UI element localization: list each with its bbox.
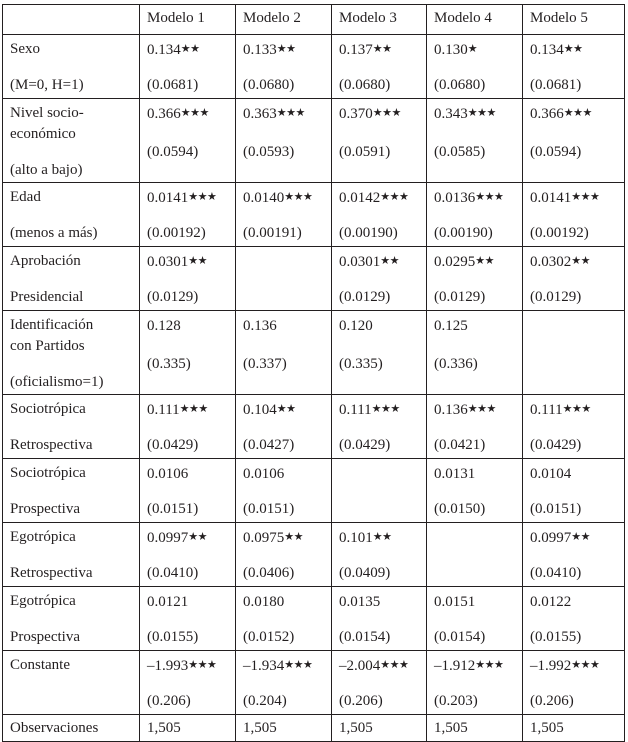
significance-stars-icon: ★★★ [179, 403, 208, 415]
coefficient-value: 1,505 [434, 720, 468, 736]
cell-modelo-3 [332, 523, 427, 587]
cell-modelo-2 [236, 183, 332, 247]
cell-modelo-5 [523, 183, 625, 247]
coefficient-value: 0.137 [339, 42, 373, 58]
cell-modelo-3 [332, 395, 427, 459]
cell-modelo-1 [140, 311, 236, 395]
standard-error: (0.0429) [339, 437, 391, 453]
row-label-line: (menos a más) [10, 225, 98, 241]
standard-error: (0.335) [339, 356, 383, 372]
row-sociotropica-prospectiva [3, 459, 625, 523]
cell-modelo-2 [236, 587, 332, 651]
significance-stars-icon: ★★ [188, 255, 207, 267]
coefficient [434, 719, 468, 737]
standard-error: (0.0429) [147, 437, 199, 453]
header-modelo-5: Modelo 5 [523, 5, 625, 35]
cell-modelo-3 [332, 311, 427, 395]
cell-modelo-2 [236, 311, 332, 395]
cell-modelo-1 [140, 395, 236, 459]
row-label-line: Retrospectiva [10, 437, 93, 453]
cell-modelo-5 [523, 35, 625, 99]
cell-modelo-5 [523, 523, 625, 587]
significance-stars-icon: ★★★ [475, 191, 504, 203]
row-label-line: Egotrópica [10, 529, 76, 545]
standard-error: (0.0594) [530, 144, 582, 160]
row-label-cell [3, 183, 140, 247]
row-label-line: Constante [10, 657, 70, 673]
standard-error: (0.0129) [147, 289, 199, 305]
row-edad [3, 183, 625, 247]
standard-error: (0.0591) [339, 144, 391, 160]
significance-stars-icon: ★★ [563, 43, 583, 55]
row-label-line: Observaciones [10, 720, 99, 736]
coefficient [434, 252, 494, 271]
coefficient [243, 188, 312, 207]
significance-stars-icon: ★★ [380, 255, 399, 267]
cell-modelo-4 [427, 587, 523, 651]
coefficient-value: 0.0140 [243, 190, 285, 206]
coefficient [147, 592, 188, 611]
coefficient-value: 0.101 [339, 530, 373, 546]
coefficient [434, 464, 475, 483]
standard-error: (0.0409) [339, 565, 391, 581]
standard-error: (0.0681) [147, 77, 199, 93]
significance-stars-icon: ★★★ [563, 107, 592, 119]
standard-error: (0.0429) [530, 437, 582, 453]
row-sociotropica-retrospectiva [3, 395, 625, 459]
coefficient [243, 656, 312, 675]
header-row [3, 5, 625, 35]
coefficient [147, 252, 207, 271]
coefficient-value: 0.0301 [339, 254, 381, 270]
standard-error: (0.206) [530, 693, 574, 709]
row-label-line: Prospectiva [10, 501, 80, 517]
coefficient-value: 0.133 [243, 42, 277, 58]
coefficient-value: –1.992 [530, 658, 572, 674]
coefficient [339, 400, 400, 419]
standard-error: (0.337) [243, 356, 287, 372]
row-sexo [3, 35, 625, 99]
standard-error: (0.0427) [243, 437, 295, 453]
standard-error: (0.0152) [243, 629, 295, 645]
cell-modelo-3 [332, 99, 427, 183]
coefficient [434, 656, 503, 675]
row-label-line: Identificación [10, 317, 94, 333]
standard-error: (0.204) [243, 693, 287, 709]
row-label-line: Prospectiva [10, 629, 80, 645]
cell-modelo-2 [236, 523, 332, 587]
coefficient [434, 104, 496, 123]
standard-error: (0.203) [434, 693, 478, 709]
cell-modelo-2 [236, 459, 332, 523]
header-modelo-1: Modelo 1 [140, 5, 236, 35]
standard-error: (0.335) [147, 356, 191, 372]
coefficient [530, 719, 564, 737]
cell-modelo-4 [427, 651, 523, 715]
significance-stars-icon: ★★★ [180, 107, 209, 119]
standard-error: (0.0594) [147, 144, 199, 160]
standard-error: (0.0129) [434, 289, 486, 305]
coefficient-value: 0.111 [147, 402, 180, 418]
cell-modelo-4 [427, 183, 523, 247]
cell-modelo-1 [140, 99, 236, 183]
standard-error: (0.0585) [434, 144, 486, 160]
standard-error: (0.00191) [243, 225, 302, 241]
cell-modelo-1 [140, 459, 236, 523]
coefficient [339, 656, 408, 675]
standard-error: (0.0155) [147, 629, 199, 645]
standard-error: (0.00190) [434, 225, 493, 241]
coefficient [147, 528, 207, 547]
row-label-line: (alto a bajo) [10, 162, 83, 178]
coefficient [243, 719, 277, 737]
row-egotropica-prospectiva [3, 587, 625, 651]
coefficient-value: 0.0997 [530, 530, 572, 546]
significance-stars-icon: ★★ [571, 531, 590, 543]
coefficient-value: –2.004 [339, 658, 381, 674]
coefficient [243, 592, 284, 611]
cell-modelo-5 [523, 651, 625, 715]
row-aprobacion-presidencial [3, 247, 625, 311]
significance-stars-icon: ★★★ [188, 191, 217, 203]
coefficient-value: 0.111 [339, 402, 372, 418]
coefficient [147, 719, 181, 737]
cell-modelo-4 [427, 35, 523, 99]
row-nivel-socioeconomico [3, 99, 625, 183]
row-label-line: Aprobación [10, 253, 81, 269]
standard-error: (0.0150) [434, 501, 486, 517]
cell-modelo-2 [236, 395, 332, 459]
cell-modelo-5 [523, 587, 625, 651]
significance-stars-icon: ★★ [284, 531, 303, 543]
coefficient [339, 719, 373, 737]
cell-modelo-2 [236, 99, 332, 183]
cell-modelo-2 [236, 715, 332, 742]
coefficient-value: 0.0122 [530, 594, 572, 610]
cell-modelo-1 [140, 35, 236, 99]
coefficient [434, 592, 475, 611]
coefficient [530, 656, 599, 675]
coefficient [530, 400, 591, 419]
coefficient [147, 316, 181, 335]
standard-error: (0.0154) [339, 629, 391, 645]
standard-error: (0.0410) [530, 565, 582, 581]
coefficient [243, 464, 284, 483]
coefficient-value: 0.363 [243, 106, 277, 122]
row-label-cell [3, 715, 140, 742]
cell-modelo-5 [523, 99, 625, 183]
cell-modelo-5 [523, 459, 625, 523]
cell-modelo-3 [332, 715, 427, 742]
significance-stars-icon: ★★ [571, 255, 590, 267]
cell-modelo-4 [427, 715, 523, 742]
coefficient-value: 0.0131 [434, 466, 476, 482]
coefficient [434, 316, 468, 335]
coefficient-value: –1.934 [243, 658, 285, 674]
row-label-cell [3, 459, 140, 523]
standard-error: (0.0129) [530, 289, 582, 305]
coefficient [243, 104, 305, 123]
coefficient-value: 0.0151 [434, 594, 476, 610]
coefficient-value: 0.111 [530, 402, 563, 418]
significance-stars-icon: ★★★ [475, 659, 504, 671]
coefficient-value: 0.125 [434, 318, 468, 334]
row-label-cell [3, 395, 140, 459]
coefficient [530, 528, 590, 547]
coefficient [243, 40, 295, 59]
coefficient [530, 592, 571, 611]
standard-error: (0.206) [339, 693, 383, 709]
coefficient-value: 0.128 [147, 318, 181, 334]
coefficient [339, 188, 408, 207]
coefficient [243, 400, 295, 419]
cell-modelo-1 [140, 183, 236, 247]
standard-error: (0.00190) [339, 225, 398, 241]
standard-error: (0.0151) [530, 501, 582, 517]
header-modelo-3: Modelo 3 [332, 5, 427, 35]
coefficient [147, 40, 199, 59]
row-label-line: Presidencial [10, 289, 84, 305]
significance-stars-icon: ★★★ [284, 191, 313, 203]
header-modelo-4: Modelo 4 [427, 5, 523, 35]
cell-modelo-4 [427, 99, 523, 183]
significance-stars-icon: ★★★ [372, 107, 401, 119]
coefficient-value: 0.104 [243, 402, 277, 418]
standard-error: (0.0421) [434, 437, 486, 453]
coefficient [530, 252, 590, 271]
cell-modelo-4 [427, 459, 523, 523]
significance-stars-icon: ★★ [276, 43, 296, 55]
cell-modelo-5 [523, 395, 625, 459]
cell-modelo-1 [140, 247, 236, 311]
coefficient-value: 1,505 [243, 720, 277, 736]
coefficient-value: 0.366 [147, 106, 181, 122]
standard-error: (0.0680) [339, 77, 391, 93]
significance-stars-icon: ★★★ [276, 107, 305, 119]
cell-modelo-1 [140, 523, 236, 587]
coefficient-value: 0.0135 [339, 594, 381, 610]
row-egotropica-retrospectiva [3, 523, 625, 587]
standard-error: (0.0410) [147, 565, 199, 581]
standard-error: (0.0593) [243, 144, 295, 160]
significance-stars-icon: ★★★ [571, 659, 600, 671]
standard-error: (0.00192) [530, 225, 589, 241]
significance-stars-icon: ★ [467, 43, 478, 55]
cell-modelo-3 [332, 247, 427, 311]
standard-error: (0.0151) [243, 501, 295, 517]
coefficient [243, 528, 303, 547]
row-label-cell [3, 587, 140, 651]
row-constante [3, 651, 625, 715]
significance-stars-icon: ★★ [475, 255, 494, 267]
coefficient-value: 0.136 [243, 318, 277, 334]
coefficient-value: 0.0136 [434, 190, 476, 206]
standard-error: (0.206) [147, 693, 191, 709]
standard-error: (0.0154) [434, 629, 486, 645]
significance-stars-icon: ★★ [188, 531, 207, 543]
significance-stars-icon: ★★★ [284, 659, 313, 671]
cell-modelo-4 [427, 247, 523, 311]
significance-stars-icon: ★★ [276, 403, 296, 415]
coefficient [339, 252, 399, 271]
row-label-line: (oficialismo=1) [10, 374, 104, 390]
coefficient-value: 0.0141 [147, 190, 189, 206]
cell-modelo-2 [236, 651, 332, 715]
standard-error: (0.0680) [434, 77, 486, 93]
coefficient-value: 0.0997 [147, 530, 189, 546]
coefficient [434, 40, 477, 59]
row-identificacion-partidos [3, 311, 625, 395]
standard-error: (0.0151) [147, 501, 199, 517]
coefficient-value: 0.343 [434, 106, 468, 122]
cell-modelo-3 [332, 35, 427, 99]
coefficient-value: 0.130 [434, 42, 468, 58]
coefficient-value: 0.366 [530, 106, 564, 122]
coefficient [147, 104, 209, 123]
cell-modelo-4 [427, 311, 523, 395]
coefficient [339, 316, 373, 335]
coefficient-value: 1,505 [147, 720, 181, 736]
header-blank [3, 5, 140, 35]
coefficient-value: 0.0975 [243, 530, 285, 546]
cell-modelo-3 [332, 651, 427, 715]
significance-stars-icon: ★★★ [562, 403, 591, 415]
coefficient [339, 592, 380, 611]
significance-stars-icon: ★★★ [188, 659, 217, 671]
significance-stars-icon: ★★ [372, 43, 392, 55]
row-label-line: Retrospectiva [10, 565, 93, 581]
standard-error: (0.0406) [243, 565, 295, 581]
cell-modelo-2 [236, 247, 332, 311]
row-label-cell [3, 99, 140, 183]
standard-error: (0.00192) [147, 225, 206, 241]
coefficient-value: 1,505 [530, 720, 564, 736]
coefficient [530, 188, 599, 207]
coefficient-value: 0.370 [339, 106, 373, 122]
coefficient-value: 0.0302 [530, 254, 572, 270]
coefficient [243, 316, 277, 335]
row-label-line: Sociotrópica [10, 401, 86, 417]
cell-modelo-5 [523, 247, 625, 311]
significance-stars-icon: ★★ [180, 43, 200, 55]
coefficient-value: 0.0141 [530, 190, 572, 206]
cell-modelo-3 [332, 183, 427, 247]
row-label-cell [3, 523, 140, 587]
header-modelo-2: Modelo 2 [236, 5, 332, 35]
row-label-line: Sexo [10, 41, 40, 57]
coefficient-value: –1.912 [434, 658, 476, 674]
row-label-line: Sociotrópica [10, 465, 86, 481]
coefficient-value: 0.136 [434, 402, 468, 418]
significance-stars-icon: ★★★ [467, 403, 496, 415]
coefficient [434, 400, 496, 419]
cell-modelo-5 [523, 715, 625, 742]
cell-modelo-3 [332, 459, 427, 523]
cell-modelo-3 [332, 587, 427, 651]
row-label-line: (M=0, H=1) [10, 77, 84, 93]
coefficient-value: 0.120 [339, 318, 373, 334]
row-label-line: Edad [10, 189, 41, 205]
standard-error: (0.0680) [243, 77, 295, 93]
row-observaciones [3, 715, 625, 742]
row-label-cell [3, 35, 140, 99]
coefficient [147, 400, 208, 419]
coefficient [147, 464, 188, 483]
significance-stars-icon: ★★★ [380, 659, 409, 671]
row-label-line: con Partidos [10, 338, 85, 354]
coefficient [434, 188, 503, 207]
coefficient [530, 104, 592, 123]
row-label-cell [3, 651, 140, 715]
coefficient-value: 0.0142 [339, 190, 381, 206]
coefficient-value: 0.0106 [243, 466, 285, 482]
coefficient-value: 0.0180 [243, 594, 285, 610]
coefficient [339, 528, 391, 547]
coefficient [147, 188, 216, 207]
standard-error: (0.0129) [339, 289, 391, 305]
standard-error: (0.0155) [530, 629, 582, 645]
coefficient-value: 0.0301 [147, 254, 189, 270]
standard-error: (0.0681) [530, 77, 582, 93]
coefficient [147, 656, 216, 675]
cell-modelo-5 [523, 311, 625, 395]
significance-stars-icon: ★★★ [571, 191, 600, 203]
regression-table [2, 4, 625, 742]
coefficient-value: 0.134 [530, 42, 564, 58]
coefficient-value: 0.0295 [434, 254, 476, 270]
row-label-line: Egotrópica [10, 593, 76, 609]
coefficient [339, 104, 401, 123]
cell-modelo-1 [140, 587, 236, 651]
cell-modelo-1 [140, 651, 236, 715]
significance-stars-icon: ★★★ [371, 403, 400, 415]
coefficient [530, 40, 582, 59]
significance-stars-icon: ★★ [372, 531, 392, 543]
coefficient [339, 40, 391, 59]
coefficient [530, 464, 571, 483]
standard-error: (0.336) [434, 356, 478, 372]
coefficient-value: 0.0106 [147, 466, 189, 482]
cell-modelo-1 [140, 715, 236, 742]
cell-modelo-2 [236, 35, 332, 99]
row-label-line: Nivel socio- [10, 105, 84, 121]
coefficient-value: 0.134 [147, 42, 181, 58]
significance-stars-icon: ★★★ [467, 107, 496, 119]
coefficient-value: 1,505 [339, 720, 373, 736]
cell-modelo-4 [427, 523, 523, 587]
coefficient-value: 0.0121 [147, 594, 189, 610]
cell-modelo-4 [427, 395, 523, 459]
row-label-line: económico [10, 126, 76, 142]
coefficient-value: 0.0104 [530, 466, 572, 482]
row-label-cell [3, 311, 140, 395]
row-label-cell [3, 247, 140, 311]
coefficient-value: –1.993 [147, 658, 189, 674]
significance-stars-icon: ★★★ [380, 191, 409, 203]
